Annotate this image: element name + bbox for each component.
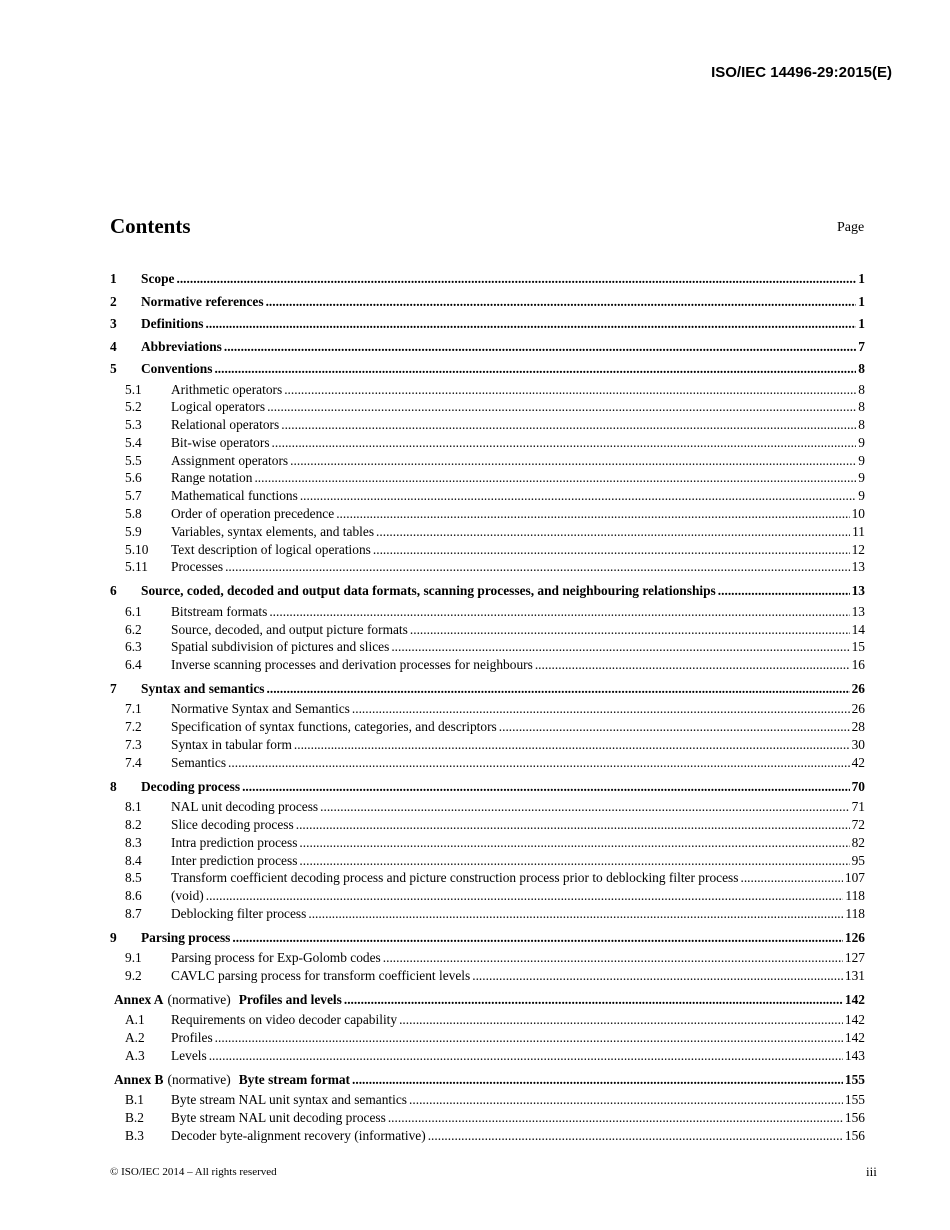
toc-entry-title: Byte stream NAL unit decoding process — [171, 1110, 386, 1125]
toc-entry-title: Byte stream format — [238, 1071, 350, 1087]
dot-leader — [281, 416, 856, 434]
dot-leader — [718, 580, 850, 603]
toc-entry-number: 8.1 — [125, 799, 142, 815]
toc-section-entry[interactable] — [110, 852, 865, 870]
toc-entry-page: 142 — [844, 1030, 865, 1046]
toc-entry-number: 1 — [110, 271, 117, 286]
toc-entry-title: Syntax in tabular form — [171, 737, 292, 753]
toc-entry-page: 70 — [851, 778, 865, 794]
dot-leader — [336, 505, 849, 523]
dot-leader — [376, 523, 850, 541]
toc-entry-page: 127 — [844, 950, 865, 966]
dot-leader — [209, 1047, 843, 1065]
toc-entry-title: Conventions — [141, 361, 213, 376]
dot-leader — [228, 754, 850, 772]
toc-entry-page: 7 — [858, 338, 865, 354]
toc-entry-title: Bit-wise operators — [171, 434, 270, 450]
toc-entry-page: 42 — [851, 754, 865, 770]
toc-chapter-entry[interactable] — [110, 776, 865, 799]
dot-leader — [269, 603, 849, 621]
toc-section-entry[interactable] — [110, 434, 865, 452]
toc-entry-number: A.1 — [125, 1012, 145, 1028]
toc-section-entry[interactable] — [110, 523, 865, 541]
dot-leader — [320, 798, 849, 816]
toc-entry-number: 8.6 — [125, 888, 142, 904]
dot-leader — [266, 291, 857, 314]
contents-heading: Contents — [110, 214, 191, 238]
toc-section-entry[interactable] — [110, 905, 865, 923]
toc-entry-page: 13 — [851, 559, 865, 575]
toc-entry-title: Decoder byte-alignment recovery (informative) — [171, 1127, 426, 1143]
toc-entry-page: 1 — [858, 293, 865, 309]
toc-entry-page: 12 — [851, 541, 865, 557]
toc-entry-number: 5.3 — [125, 417, 142, 433]
toc-entry-page: 15 — [851, 639, 865, 655]
toc-entry-number: 6 — [110, 583, 117, 599]
toc-entry-number: B.2 — [125, 1110, 144, 1125]
toc-entry-page: 8 — [858, 399, 865, 415]
toc-section-entry[interactable] — [110, 736, 865, 754]
toc-entry-number: 8.4 — [125, 852, 142, 868]
toc-entry-page: 8 — [858, 417, 865, 433]
toc-entry-page: 142 — [844, 991, 865, 1007]
toc-section-entry[interactable] — [110, 718, 865, 736]
dot-leader — [294, 736, 850, 754]
toc-entry-number: A.2 — [125, 1030, 145, 1046]
dot-leader — [410, 621, 850, 639]
toc-entry-title: Source, coded, decoded and output data formats, scanning processes, and neighbouring relationships — [141, 583, 716, 599]
annex-note: (normative) — [167, 1071, 231, 1087]
annex-note: (normative) — [167, 991, 231, 1007]
toc-entry-page: 143 — [844, 1047, 865, 1063]
dot-leader — [290, 452, 856, 470]
toc-entry-number: 5.10 — [125, 541, 149, 557]
toc-entry-page: 155 — [844, 1092, 865, 1108]
toc-section-entry[interactable] — [110, 558, 865, 576]
toc-entry-title: Logical operators — [171, 399, 266, 415]
toc-chapter-entry[interactable] — [110, 927, 865, 950]
toc-entry-number: 9 — [110, 929, 117, 945]
toc-section-entry[interactable] — [110, 487, 865, 505]
toc-entry-number — [110, 1069, 239, 1092]
toc-entry-page: 71 — [851, 799, 865, 815]
toc-entry-number: 6.4 — [125, 657, 142, 673]
toc-entry-title: Order of operation precedence — [171, 506, 335, 522]
toc-entry-title: Range notation — [171, 470, 253, 486]
toc-entry-number: 5.2 — [125, 399, 142, 415]
toc-entry-page: 28 — [851, 719, 865, 735]
dot-leader — [176, 268, 856, 291]
toc-section-entry[interactable] — [110, 398, 865, 416]
toc-entry-number: 8.2 — [125, 816, 142, 832]
toc-section-entry[interactable] — [110, 834, 865, 852]
toc-section-entry[interactable] — [110, 656, 865, 674]
toc-section-entry[interactable] — [110, 452, 865, 470]
toc-chapter-entry[interactable] — [110, 268, 865, 291]
page-number: iii — [866, 1164, 877, 1179]
dot-leader — [428, 1127, 843, 1145]
toc-entry-title: Parsing process — [141, 929, 231, 945]
toc-chapter-entry[interactable] — [110, 313, 865, 336]
toc-section-entry[interactable] — [110, 1091, 865, 1109]
dot-leader — [499, 718, 850, 736]
dot-leader — [352, 1069, 843, 1092]
toc-entry-title: Variables, syntax elements, and tables — [171, 523, 375, 539]
toc-chapter-entry[interactable] — [110, 580, 865, 603]
toc-entry-number: 6.3 — [125, 639, 142, 655]
dot-leader — [299, 834, 849, 852]
toc-entry-title: Source, decoded, and output picture formats — [171, 621, 408, 637]
toc-entry-page: 131 — [844, 968, 865, 984]
page-column-label: Page — [837, 220, 865, 235]
toc-section-entry[interactable] — [110, 967, 865, 985]
toc-section-entry[interactable] — [110, 1011, 865, 1029]
dot-leader — [242, 776, 850, 799]
dot-leader — [254, 469, 856, 487]
dot-leader — [224, 336, 856, 359]
toc-entry-title: Profiles — [171, 1030, 213, 1046]
toc-entry-number: 5.5 — [125, 452, 142, 468]
toc-entry-title: Parsing process for Exp-Golomb codes — [171, 950, 381, 966]
toc-chapter-entry[interactable] — [110, 1069, 865, 1092]
toc-entry-title: Requirements on video decoder capability — [171, 1012, 398, 1028]
toc-entry-number: 6.1 — [125, 603, 142, 619]
toc-entry-page: 156 — [844, 1110, 865, 1125]
toc-entry-title: Bitstream formats — [171, 603, 268, 619]
toc-section-entry[interactable] — [110, 621, 865, 639]
toc-entry-number: 7.1 — [125, 701, 142, 717]
toc-entry-page: 8 — [858, 361, 865, 376]
toc-entry-title: Inter prediction process — [171, 852, 298, 868]
toc-section-entry[interactable] — [110, 887, 865, 905]
dot-leader — [267, 398, 856, 416]
dot-leader — [267, 678, 850, 701]
copyright-notice: © ISO/IEC 2014 – All rights reserved — [110, 1166, 277, 1178]
toc-entry-number: 6.2 — [125, 621, 142, 637]
dot-leader — [308, 905, 843, 923]
toc-section-entry[interactable] — [110, 949, 865, 967]
toc-entry-number: 5.8 — [125, 506, 142, 522]
toc-entry-page: 9 — [858, 470, 865, 486]
toc-entry-page: 107 — [844, 870, 865, 886]
toc-entry-title: Inverse scanning processes and derivation processes for neighbours — [171, 657, 533, 673]
dot-leader — [388, 1109, 843, 1127]
toc-entry-page: 9 — [858, 488, 865, 504]
dot-leader — [399, 1011, 843, 1029]
toc-entry-page: 126 — [844, 929, 865, 945]
toc-entry-title: Normative references — [141, 293, 264, 309]
toc-entry-number: 9.1 — [125, 950, 142, 966]
toc-entry-page: 118 — [845, 905, 865, 921]
toc-section-entry[interactable] — [110, 416, 865, 434]
toc-entry-number: B.3 — [125, 1127, 144, 1143]
toc-entry-title: Levels — [171, 1047, 207, 1063]
toc-entry-page: 14 — [851, 621, 865, 637]
toc-entry-title: Spatial subdivision of pictures and slices — [171, 639, 390, 655]
dot-leader — [409, 1091, 843, 1109]
toc-entry-title: Deblocking filter process — [171, 905, 307, 921]
toc-entry-title: (void) — [171, 888, 204, 904]
toc-entry-title: Byte stream NAL unit syntax and semantics — [171, 1092, 408, 1108]
dot-leader — [206, 887, 844, 905]
toc-entry-page: 72 — [851, 816, 865, 832]
toc-entry-title: Specification of syntax functions, categories, and descriptors — [171, 719, 497, 735]
toc-section-entry[interactable] — [110, 1109, 865, 1127]
toc-entry-number: 7.2 — [125, 719, 142, 735]
toc-entry-title: Intra prediction process — [171, 834, 298, 850]
toc-entry-page: 95 — [851, 852, 865, 868]
annex-label: Annex A — [114, 991, 164, 1007]
toc-entry-page: 82 — [851, 834, 865, 850]
toc-entry-number — [110, 989, 239, 1012]
dot-leader — [383, 949, 843, 967]
toc-entry-title: Normative Syntax and Semantics — [171, 701, 350, 717]
toc-chapter-entry[interactable] — [110, 678, 865, 701]
toc-chapter-entry[interactable] — [110, 989, 865, 1012]
toc-entry-title: Arithmetic operators — [171, 381, 283, 397]
toc-section-entry[interactable] — [110, 816, 865, 834]
toc-entry-page: 8 — [858, 381, 865, 397]
toc-entry-number: 4 — [110, 338, 117, 354]
toc-section-entry[interactable] — [110, 1127, 865, 1145]
toc-entry-page: 10 — [851, 506, 865, 522]
dot-leader — [206, 313, 857, 336]
dot-leader — [373, 541, 850, 559]
toc-entry-title: Profiles and levels — [238, 991, 342, 1007]
toc-entry-page: 13 — [851, 603, 865, 619]
toc-entry-number: 5.9 — [125, 523, 142, 539]
toc-section-entry[interactable] — [110, 381, 865, 399]
document-id: ISO/IEC 14496-29:2015(E) — [711, 64, 892, 81]
toc-chapter-entry[interactable] — [110, 358, 865, 381]
toc-entry-title: Decoding process — [141, 778, 241, 794]
toc-entry-number: 8.7 — [125, 905, 142, 921]
toc-entry-title: Text description of logical operations — [171, 541, 371, 557]
dot-leader — [284, 381, 856, 399]
toc-section-entry[interactable] — [110, 1029, 865, 1047]
toc-chapter-entry[interactable] — [110, 336, 865, 359]
toc-entry-page: 118 — [845, 888, 865, 904]
dot-leader — [272, 434, 857, 452]
dot-leader — [352, 700, 850, 718]
toc-entry-title: Mathematical functions — [171, 488, 298, 504]
dot-leader — [740, 869, 842, 887]
toc-entry-number: 7 — [110, 680, 117, 696]
toc-entry-title: Syntax and semantics — [141, 680, 265, 696]
toc-entry-page: 11 — [852, 523, 865, 539]
toc-entry-title: Definitions — [141, 316, 204, 331]
toc-entry-number: 7.3 — [125, 737, 142, 753]
toc-entry-page: 9 — [858, 452, 865, 468]
toc-section-entry[interactable] — [110, 798, 865, 816]
toc-entry-page: 1 — [858, 316, 865, 331]
toc-entry-number: 8.3 — [125, 834, 142, 850]
dot-leader — [344, 989, 843, 1012]
toc-entry-title: Processes — [171, 559, 224, 575]
toc-entry-title: Assignment operators — [171, 452, 289, 468]
toc-entry-title: Relational operators — [171, 417, 280, 433]
toc-entry-number: 3 — [110, 316, 117, 331]
toc-section-entry[interactable] — [110, 638, 865, 656]
toc-entry-page: 13 — [851, 583, 865, 599]
toc-entry-number: 2 — [110, 293, 117, 309]
dot-leader — [535, 656, 850, 674]
toc-entry-title: Abbreviations — [141, 338, 222, 354]
toc-entry-title: Semantics — [171, 754, 227, 770]
dot-leader — [472, 967, 843, 985]
dot-leader — [299, 852, 849, 870]
toc-entry-page: 16 — [851, 657, 865, 673]
toc-entry-number: 9.2 — [125, 968, 142, 984]
dot-leader — [214, 358, 856, 381]
toc-entry-title: Transform coefficient decoding process and picture construction process prior to deblocking filter process — [171, 870, 739, 886]
dot-leader — [215, 1029, 843, 1047]
toc-entry-number: 5.4 — [125, 434, 142, 450]
toc-section-entry[interactable] — [110, 754, 865, 772]
table-of-contents — [110, 268, 865, 1145]
toc-chapter-entry[interactable] — [110, 291, 865, 314]
toc-entry-page: 26 — [851, 680, 865, 696]
toc-entry-number: 8.5 — [125, 870, 142, 886]
toc-entry-title: CAVLC parsing process for transform coefficient levels — [171, 968, 471, 984]
toc-section-entry[interactable] — [110, 541, 865, 559]
toc-entry-page: 9 — [858, 434, 865, 450]
toc-entry-page: 26 — [851, 701, 865, 717]
dot-leader — [391, 638, 849, 656]
toc-entry-number: 5.1 — [125, 381, 142, 397]
toc-section-entry[interactable] — [110, 1047, 865, 1065]
toc-section-entry[interactable] — [110, 505, 865, 523]
toc-entry-number: B.1 — [125, 1092, 144, 1108]
toc-entry-number: 5.7 — [125, 488, 142, 504]
dot-leader — [232, 927, 843, 950]
toc-section-entry[interactable] — [110, 869, 865, 887]
dot-leader — [300, 487, 856, 505]
toc-entry-title: Slice decoding process — [171, 816, 294, 832]
toc-section-entry[interactable] — [110, 603, 865, 621]
toc-entry-page: 155 — [844, 1071, 865, 1087]
toc-section-entry[interactable] — [110, 700, 865, 718]
toc-entry-title: NAL unit decoding process — [171, 799, 319, 815]
toc-entry-number: A.3 — [125, 1047, 145, 1063]
toc-entry-title: Scope — [141, 271, 175, 286]
toc-entry-page: 156 — [844, 1127, 865, 1143]
toc-entry-number: 5.6 — [125, 470, 142, 486]
toc-entry-number: 5 — [110, 361, 117, 376]
annex-label: Annex B — [114, 1071, 164, 1087]
toc-entry-page: 142 — [844, 1012, 865, 1028]
toc-entry-page: 1 — [858, 271, 865, 286]
dot-leader — [296, 816, 850, 834]
toc-entry-number: 5.11 — [125, 559, 148, 575]
toc-entry-number: 7.4 — [125, 754, 142, 770]
toc-section-entry[interactable] — [110, 469, 865, 487]
toc-entry-page: 30 — [851, 737, 865, 753]
toc-entry-number: 8 — [110, 778, 117, 794]
dot-leader — [225, 558, 850, 576]
